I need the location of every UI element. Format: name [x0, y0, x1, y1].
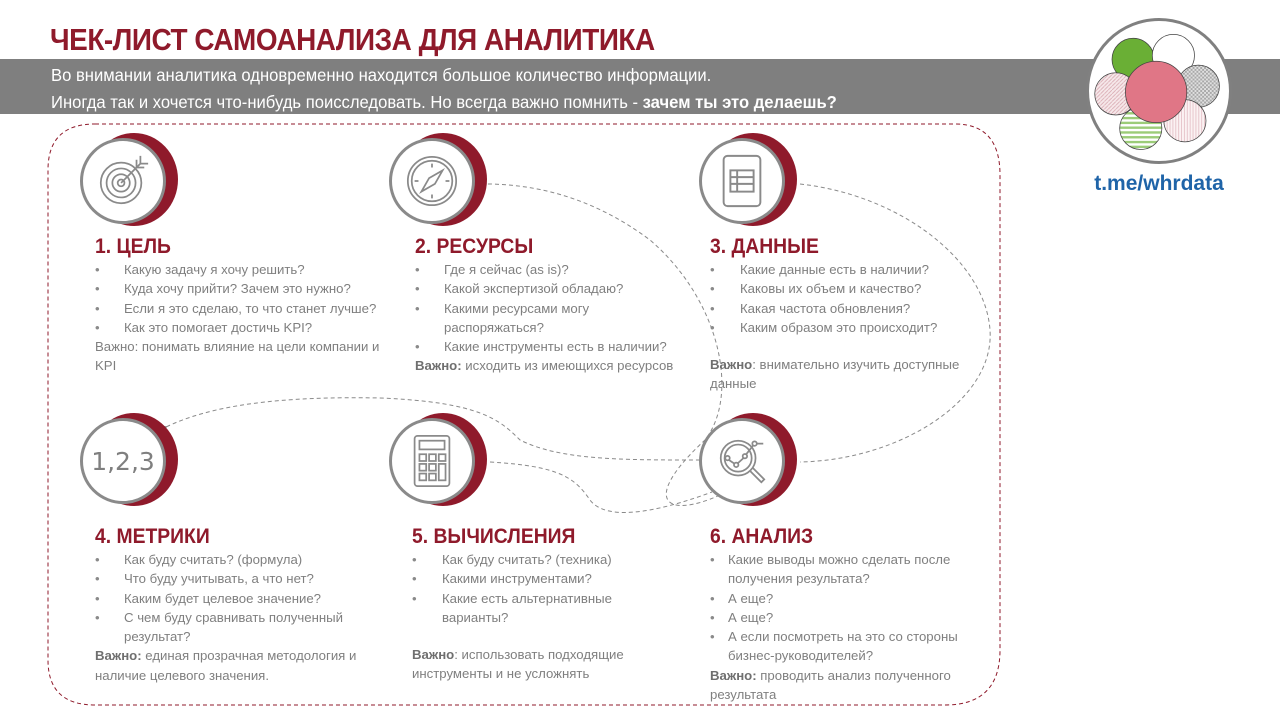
list-item: • Как буду считать? (формула)	[95, 550, 385, 569]
list-item: • Куда хочу прийти? Зачем это нужно?	[95, 279, 395, 298]
section-title: 6. АНАЛИЗ	[710, 525, 814, 548]
section-2-icon-badge	[389, 138, 485, 234]
section-title: 3. ДАННЫЕ	[710, 235, 819, 258]
list-item: • Как буду считать? (техника)	[412, 550, 682, 569]
section-5-icon-badge	[389, 418, 485, 514]
list-item: • С чем буду сравнивать полученный результат?	[95, 608, 357, 647]
list-item: • Каким образом это происходит?	[710, 318, 980, 337]
section-data	[710, 235, 980, 394]
list-item: • Какие есть альтернативные варианты?	[412, 589, 617, 628]
list-item: • Какая частота обновления?	[710, 299, 980, 318]
numbers-icon: 1,2,3	[91, 446, 155, 476]
section-3-icon-badge	[699, 138, 795, 234]
section-title: 4. МЕТРИКИ	[95, 525, 210, 548]
brand-logo	[1086, 18, 1232, 164]
list-item: • Как это помогает достичь KPI?	[95, 318, 395, 337]
important-note: Важно: исходить из имеющихся ресурсов	[415, 358, 674, 374]
telegram-link[interactable]: t.me/whrdata	[1094, 172, 1224, 195]
list-item: • Какими ресурсами могу распоряжаться?	[415, 299, 625, 338]
section-calculations	[412, 525, 682, 684]
list-item: • Что буду учитывать, а что нет?	[95, 569, 385, 588]
list-item: • Если я это сделаю, то что станет лучше?	[95, 299, 395, 318]
section-title: 2. РЕСУРСЫ	[415, 235, 534, 258]
magnifier-chart-icon	[713, 432, 771, 490]
list-item: • Какие выводы можно сделать после получения результата?	[710, 550, 975, 589]
subtitle-line-2-text: Иногда так и хочется что-нибудь поисследовать. Но всегда важно помнить -	[51, 92, 643, 112]
important-note: Важно: единая прозрачная методология и наличие целевого значения.	[95, 648, 357, 683]
list-item: • Какие данные есть в наличии?	[710, 260, 980, 279]
list-item: • Какую задачу я хочу решить?	[95, 260, 395, 279]
subtitle-line-2-emphasis: зачем ты это делаешь?	[642, 92, 837, 112]
section-goal	[95, 235, 395, 376]
list-item: • Какие инструменты есть в наличии?	[415, 337, 695, 356]
section-4-icon-badge	[80, 418, 176, 514]
important-note: Важно: внимательно изучить доступные данные	[710, 357, 960, 392]
flower-logo-icon	[1089, 21, 1229, 161]
list-item: • Какой экспертизой обладаю?	[415, 279, 695, 298]
section-1-icon-badge	[80, 138, 176, 234]
list-item: • Где я сейчас (as is)?	[415, 260, 695, 279]
section-analysis	[710, 525, 985, 704]
calculator-icon	[403, 432, 461, 490]
subtitle-line-1: Во внимании аналитика одновременно находится большое количество информации.	[51, 65, 712, 85]
section-title: 1. ЦЕЛЬ	[95, 235, 171, 258]
section-title: 5. ВЫЧИСЛЕНИЯ	[412, 525, 576, 548]
section-resources	[415, 235, 695, 376]
important-note: Важно: понимать влияние на цели компании и KPI	[95, 339, 380, 374]
page-title: ЧЕК-ЛИСТ САМОАНАЛИЗА ДЛЯ АНАЛИТИКА	[50, 22, 655, 57]
important-note: Важно: использовать подходящие инструменты и не усложнять	[412, 647, 624, 682]
section-6-icon-badge	[699, 418, 795, 514]
list-item: • Каковы их объем и качество?	[710, 279, 980, 298]
important-note: Важно: проводить анализ полученного результата	[710, 667, 951, 703]
list-item: • Какими инструментами?	[412, 569, 682, 588]
list-item: • А еще?	[710, 608, 985, 627]
list-item: • А еще?	[710, 589, 985, 608]
list-item: • Каким будет целевое значение?	[95, 589, 385, 608]
target-icon	[94, 152, 152, 210]
table-document-icon	[713, 152, 771, 210]
section-metrics	[95, 525, 385, 685]
list-item: • А если посмотреть на это со стороны бизнес-руководителей?	[710, 627, 975, 666]
subtitle-line-2	[51, 91, 837, 113]
compass-icon	[403, 152, 461, 210]
connector-calculations-to-analysis	[490, 462, 712, 512]
